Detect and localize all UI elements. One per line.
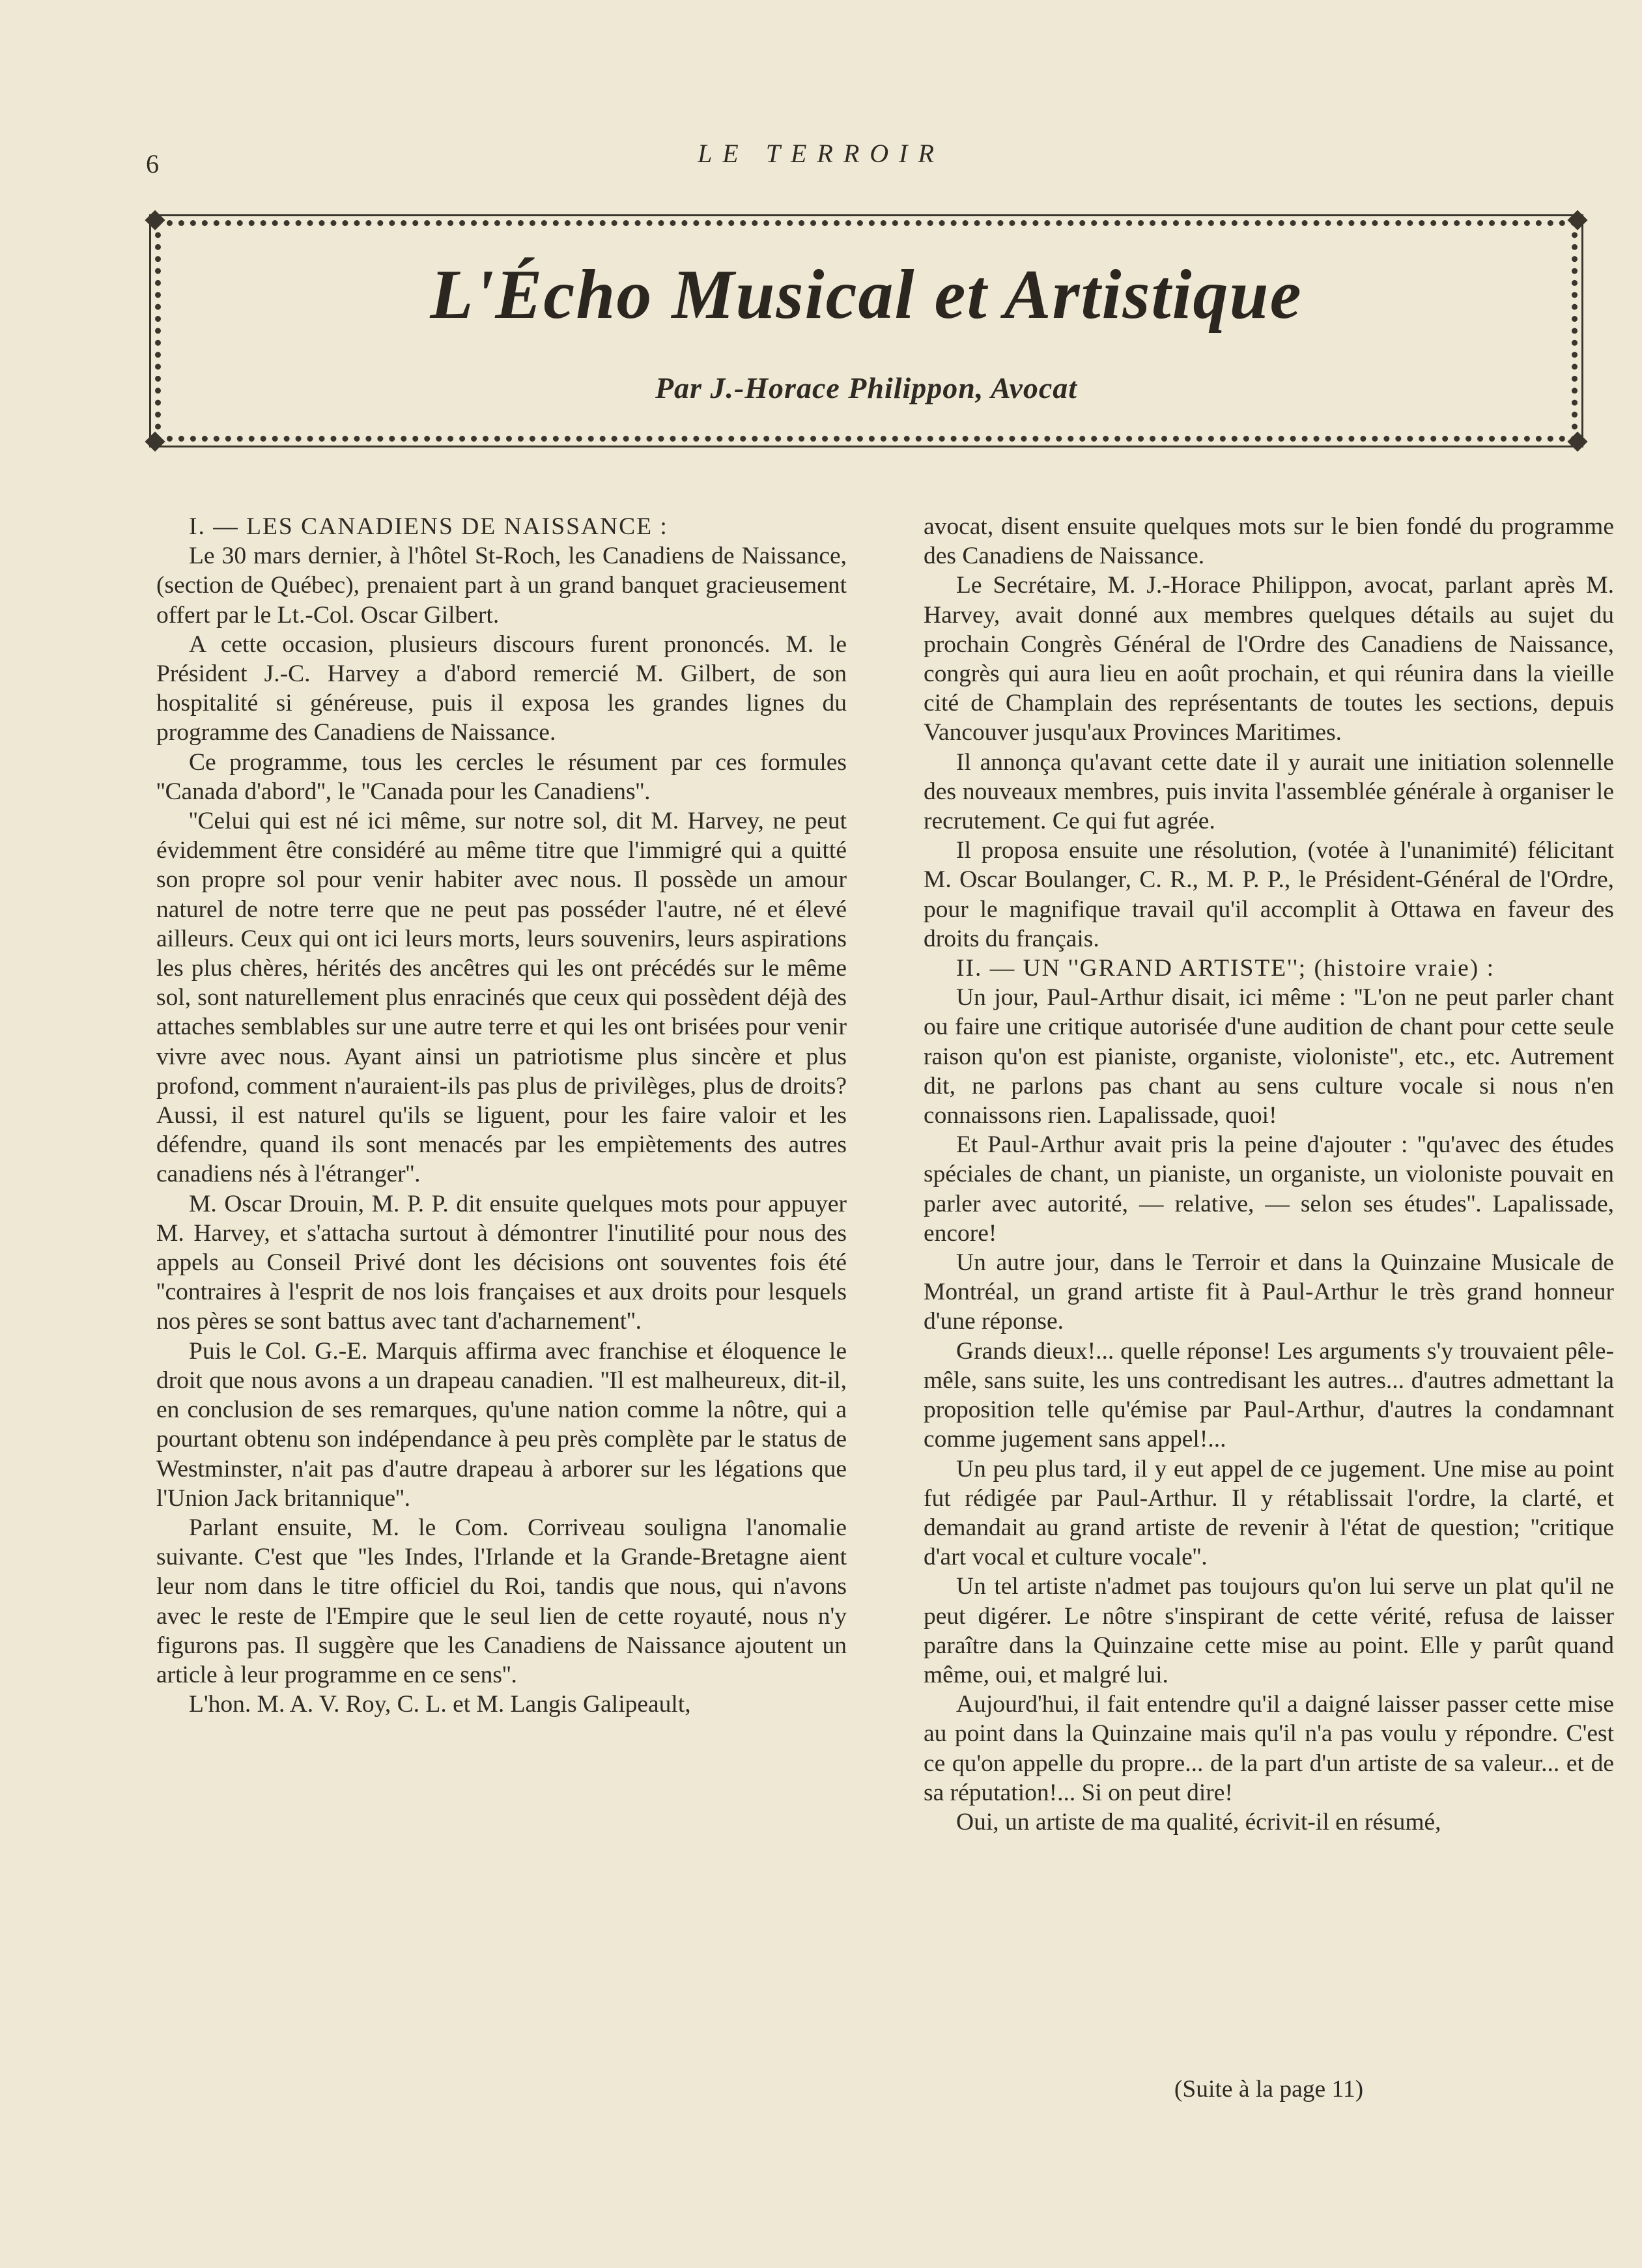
left-column	[156, 512, 847, 1719]
paragraph: Un peu plus tard, il y eut appel de ce jugement. Une mise au point fut rédigée par Paul-Arthur. Il y rétablissait l'ordre, la clarté, et demandait au grand artiste de revenir à l'état de question; ''critique d'art vocal et culture vocale''.	[924, 1455, 1614, 1571]
article-byline: Par J.-Horace Philippon, Avocat	[655, 371, 1078, 404]
paragraph: Le 30 mars dernier, à l'hôtel St-Roch, les Canadiens de Naissance, (section de Québec), prenaient part à un grand banquet gracieusement offert par le Lt.-Col. Oscar Gilbert.	[156, 543, 847, 629]
paragraph: Parlant ensuite, M. le Com. Corriveau souligna l'anomalie suivante. C'est que ''les Indes, l'Irlande et la Grande-Bretagne aient leur nom dans le titre officiel du Roi, tandis que nous, qui n'avons avec le reste de l'Empire que le seul lien de cette royauté, nous n'y figurons pas. Il suggère que les Canadiens de Naissance ajoutent un article à leur programme en ce sens''.	[156, 1514, 847, 1688]
paragraph: avocat, disent ensuite quelques mots sur le bien fondé du programme des Canadiens de Naissance.	[924, 513, 1614, 570]
paragraph: Un jour, Paul-Arthur disait, ici même : ''L'on ne peut parler chant ou faire une critique autorisée d'une audition de chant pour cette seule raison qu'on est pianiste, organiste, violoniste'', etc., etc. Autrement dit, ne parlons pas chant au sens culture vocale si nous n'en connaissons rien. Lapalissade, quoi!	[924, 984, 1614, 1129]
paragraph: ''Celui qui est né ici même, sur notre sol, dit M. Harvey, ne peut évidemment être considéré au même titre que l'immigré qui a quitté son propre sol pour venir habiter avec nous. Il possède un amour naturel de notre terre que ne peut pas posséder l'autre, né et élevé ailleurs. Ceux qui ont ici leurs morts, leurs souvenirs, leurs aspirations les plus chères, hérités des ancêtres qui les ont précédés sur le même sol, sont naturellement plus enracinés que ceux qui possèdent déjà des attaches semblables sur une autre terre et qui les ont brisées pour venir vivre avec nous. Ayant ainsi un patriotisme plus sincère et plus profond, comment n'auraient-ils pas plus de privilèges, plus de droits? Aussi, il est naturel qu'ils se liguent, pour les faire valoir et les défendre, quand ils sont menacés par les empiètements des autres canadiens nés à l'étranger''.	[156, 808, 847, 1188]
frame-corner-ornament	[145, 210, 165, 230]
running-title: LE TERROIR	[698, 139, 944, 168]
paragraph: Il proposa ensuite une résolution, (votée à l'unanimité) félicitant M. Oscar Boulanger, C. R., M. P. P., le Président-Général de l'Ordre, pour le magnifique travail qu'il accomplit à Ottawa en faveur des droits du français.	[924, 837, 1614, 952]
paragraph: Puis le Col. G.-E. Marquis affirma avec franchise et éloquence le droit que nous avons a un drapeau canadien. ''Il est malheureux, dit-il, en conclusion de ses remarques, qu'une nation comme la nôtre, qui a pourtant obtenu son indépendance à peu près complète par le status de Westminster, n'ait pas d'autre drapeau à arborer sur les légations que l'Union Jack britannique''.	[156, 1337, 847, 1512]
paragraph: Grands dieux!... quelle réponse! Les arguments s'y trouvaient pêle-mêle, sans suite, les uns contredisant les autres... d'autres admettant la proposition telle qu'émise par Paul-Arthur, d'autres la condamnant comme jugement sans appel!...	[924, 1337, 1614, 1453]
paragraph: Un autre jour, dans le Terroir et dans la Quinzaine Musicale de Montréal, un grand artiste fit à Paul-Arthur le très grand honneur d'une réponse.	[924, 1249, 1614, 1335]
section-heading: II. — UN ''GRAND ARTISTE''; (histoire vraie) :	[956, 955, 1495, 982]
frame-corner-ornament	[1567, 431, 1587, 451]
paragraph: Ce programme, tous les cercles le résument par ces formules ''Canada d'abord'', le ''Canada pour les Canadiens''.	[156, 748, 847, 805]
paragraph: Un tel artiste n'admet pas toujours qu'on lui serve un plat qu'il ne peut digérer. Le nôtre s'inspirant de cette vérité, refusa de laisser paraître dans la Quinzaine cette mise au point. Elle y parût quand même, oui, et malgré lui.	[924, 1573, 1614, 1688]
paragraph: Aujourd'hui, il fait entendre qu'il a daigné laisser passer cette mise au point dans la Quinzaine mais qu'il n'a pas voulu y répondre. C'est ce qu'on appelle du propre... de la part d'un artiste de sa valeur... et de sa réputation!... Si on peut dire!	[924, 1691, 1614, 1806]
page-number: 6	[146, 149, 159, 178]
continuation-note: (Suite à la page 11)	[1174, 2076, 1364, 2103]
paragraph: Il annonça qu'avant cette date il y aurait une initiation solennelle des nouveaux membres, puis invita l'assemblée générale à organiser le recrutement. Ce qui fut agrée.	[924, 748, 1614, 835]
paragraph: M. Oscar Drouin, M. P. P. dit ensuite quelques mots pour appuyer M. Harvey, et s'attacha surtout à démontrer l'inutilité pour nous des appels au Conseil Privé dont les décisions ont souventes fois été ''contraires à l'esprit de nos lois françaises et aux droits pour lesquels nos pères se sont battus avec tant d'acharnement''.	[156, 1190, 847, 1335]
paragraph: L'hon. M. A. V. Roy, C. L. et M. Langis Galipeault,	[189, 1691, 691, 1718]
article-title: L'Écho Musical et Artistique	[430, 256, 1303, 333]
paragraph: Le Secrétaire, M. J.-Horace Philippon, avocat, parlant après M. Harvey, avait donné aux membres quelques détails au sujet du prochain Congrès Général de l'Ordre des Canadiens de Naissance, congrès qui aura lieu en août prochain, et qui réunira dans la vieille cité de Champlain des représentants de toutes les sections, depuis Vancouver jusqu'aux Provinces Maritimes.	[924, 572, 1614, 746]
section-heading: I. — LES CANADIENS DE NAISSANCE :	[189, 513, 668, 540]
paragraph: A cette occasion, plusieurs discours furent prononcés. M. le Président J.-C. Harvey a d'abord remercié M. Gilbert, de son hospitalité si généreuse, puis il exposa les grandes lignes du programme des Canadiens de Naissance.	[156, 631, 847, 746]
title-frame	[155, 220, 1578, 442]
frame-corner-ornament	[1567, 210, 1587, 230]
right-column	[924, 512, 1614, 1837]
frame-corner-ornament	[145, 431, 165, 451]
paragraph: Oui, un artiste de ma qualité, écrivit-il en résumé,	[956, 1808, 1441, 1836]
paragraph: Et Paul-Arthur avait pris la peine d'ajouter : ''qu'avec des études spéciales de chant, un pianiste, un organiste, un violoniste pouvait en parler avec autorité, — relative, — selon ses études''. Lapalissade, encore!	[924, 1131, 1614, 1247]
